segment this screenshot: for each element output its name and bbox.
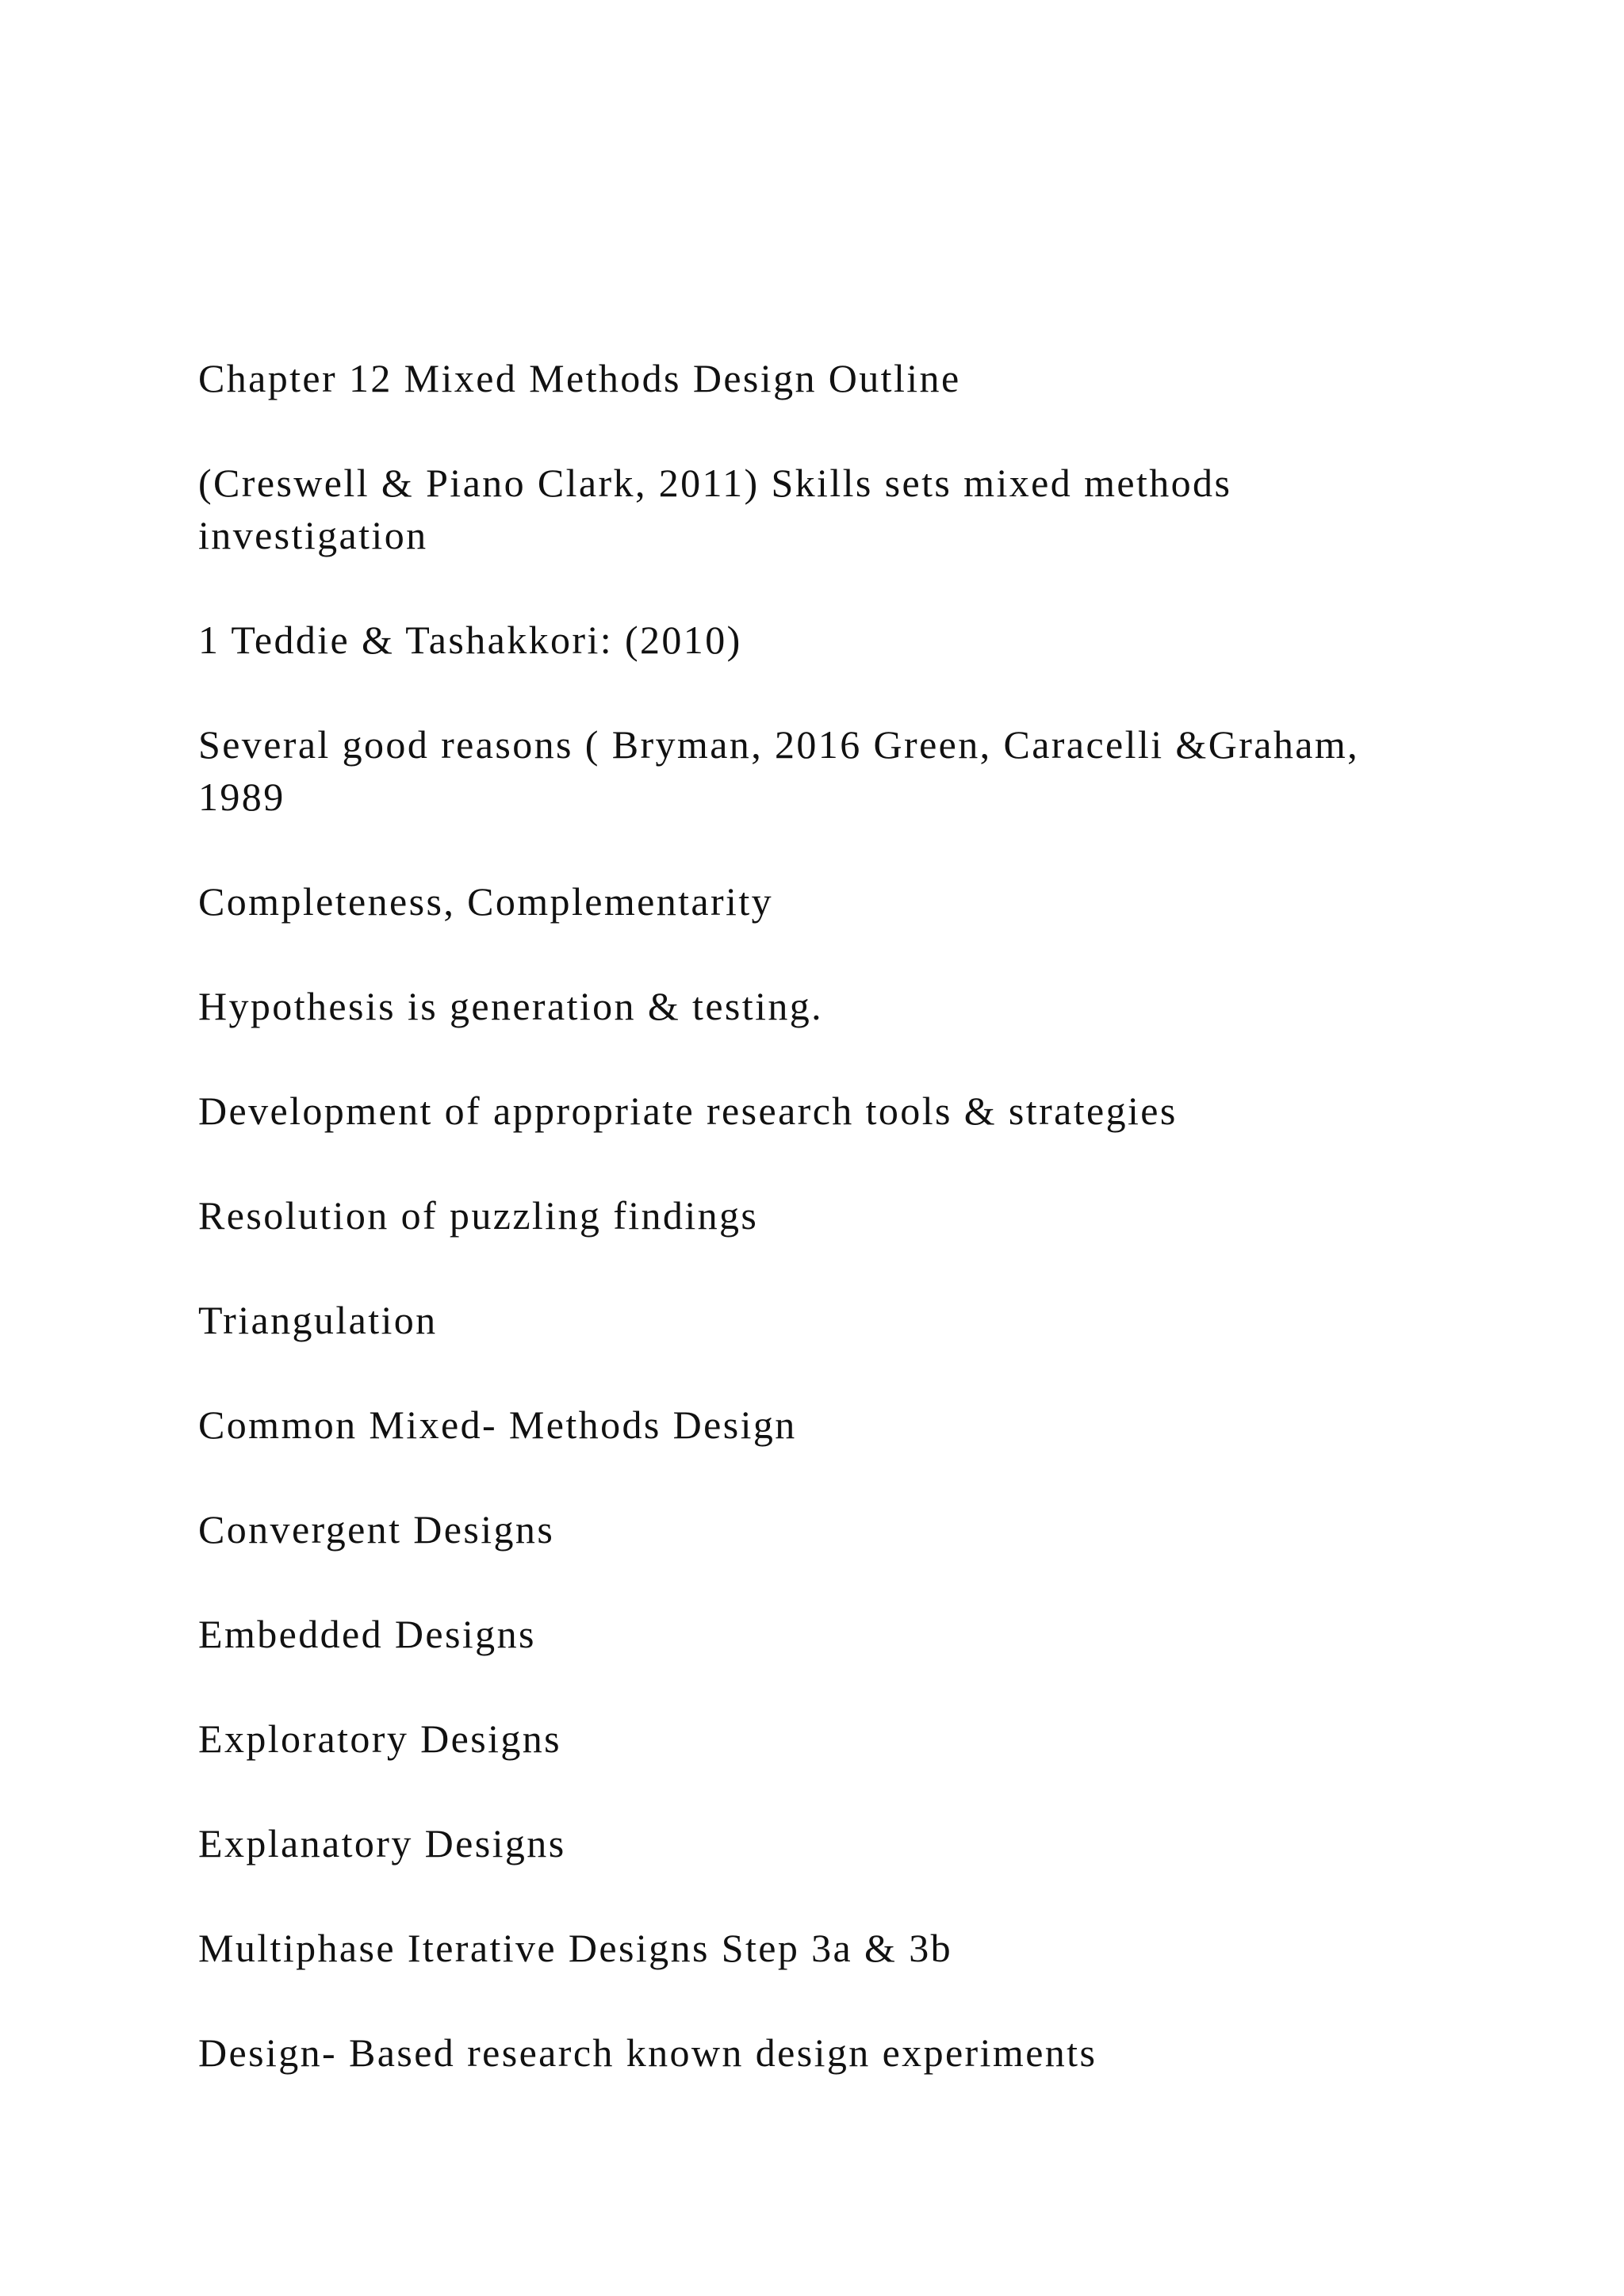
outline-item: Embedded Designs <box>198 1612 536 1656</box>
outline-item: Completeness, Complementarity <box>198 879 774 924</box>
outline-item: Triangulation <box>198 1298 438 1342</box>
reasons-line: Several good reasons ( Bryman, 2016 Green, Caracelli &Graham, 1989 <box>198 722 1360 819</box>
outline-item: Design- Based research known design experiments <box>198 2030 1097 2075</box>
outline-item: Hypothesis is generation & testing. <box>198 984 824 1028</box>
section-heading: Common Mixed- Methods Design <box>198 1402 797 1447</box>
citation-line: (Creswell & Piano Clark, 2011) Skills sets mixed methods investigation <box>198 461 1232 557</box>
outline-item: Development of appropriate research tools & strategies <box>198 1089 1178 1133</box>
reference-line: 1 Teddie & Tashakkori: (2010) <box>198 618 742 662</box>
outline-item: Resolution of puzzling findings <box>198 1193 759 1238</box>
outline-item: Multiphase Iterative Designs Step 3a & 3b <box>198 1926 953 1970</box>
outline-item: Explanatory Designs <box>198 1821 566 1866</box>
chapter-title: Chapter 12 Mixed Methods Design Outline <box>198 356 961 400</box>
outline-item: Convergent Designs <box>198 1507 555 1552</box>
outline-item: Exploratory Designs <box>198 1716 562 1761</box>
